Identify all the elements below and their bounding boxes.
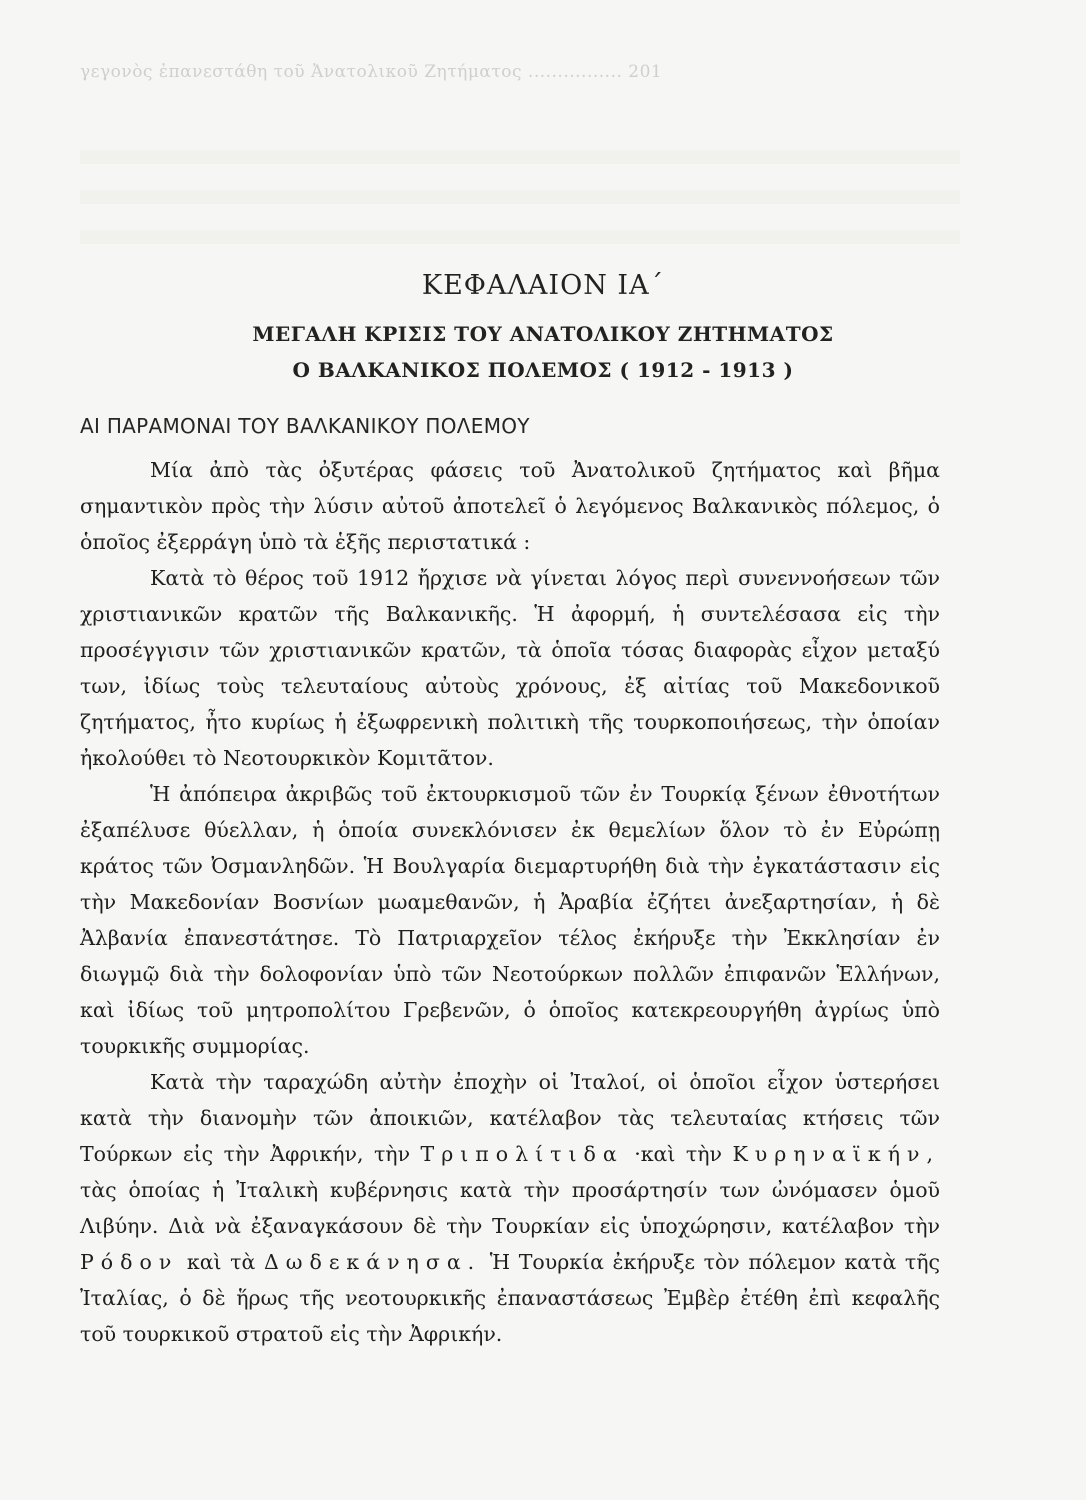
paragraph-1: Μία ἀπὸ τὰς ὀξυτέρας φάσεις τοῦ Ἀνατολικοῦ ζητήματος καὶ βῆμα σημαντικὸν πρὸς τὴν λύσιν αὐτοῦ ἀποτελεῖ ὁ λεγόμενος Βαλκανικὸς πόλεμος, ὁ ὁποῖος ἐξερράγη ὑπὸ τὰ ἑξῆς περιστατικά : — [80, 458, 940, 554]
paragraph-4-text-a: Κατὰ τὴν ταραχώδη αὐτὴν ἐποχὴν οἱ Ἰταλοί, οἱ ὁποῖοι εἶχον ὑστερήσει κατὰ τὴν διανομὴν τῶν ἀποικιῶν, κατέλαβον τὰς τελευταίας κτήσεις τῶν Τούρκων εἰς τὴν Ἀφρικήν, τὴν — [80, 1070, 940, 1166]
paragraph-4 — [80, 1064, 940, 1352]
paragraph-4-text-c: τὰς ὁποίας ἡ Ἰταλικὴ κυβέρνησις κατὰ τὴν προσάρτησίν των ὠνόμασεν ὁμοῦ Λιβύην. Διὰ νὰ ἐξαναγκάσουν δὲ τὴν Τουρκίαν εἰς ὑποχώρησιν, κατέλαβον τὴν — [80, 1178, 940, 1238]
section-title: ΑΙ ΠΑΡΑΜΟΝΑΙ ΤΟΥ ΒΑΛΚΑΝΙΚΟΥ ΠΟΛΕΜΟΥ — [80, 414, 530, 438]
paragraph-4-text-e: Ἡ Τουρκία ἐκήρυξε τὸν πόλεμον κατὰ τῆς Ἰταλίας, ὁ δὲ ἥρως τῆς νεοτουρκικῆς ἐπαναστάσεως Ἐμβὲρ ἐτέθη ἐπὶ κεφαλῆς τοῦ τουρκικοῦ στρατοῦ εἰς τὴν Ἀφρικήν. — [80, 1250, 940, 1346]
paragraph-4-text-d: καὶ τὰ — [186, 1250, 256, 1274]
paragraph-2: Κατὰ τὸ θέρος τοῦ 1912 ἤρχισε νὰ γίνεται λόγος περὶ συνεννοήσεων τῶν χριστιανικῶν κρατῶν τῆς Βαλκανικῆς. Ἡ ἀφορμή, ἡ συντελέσασα εἰς τὴν προσέγγισιν τῶν χριστιανικῶν κρατῶν, τὰ ὁποῖα τόσας διαφορὰς εἶχον μεταξύ των, ἰδίως τοὺς τελευταίους αὐτοὺς χρόνους, ἐξ αἰτίας τοῦ Μακεδονικοῦ ζητήματος, ἦτο κυρίως ἡ ἐξωφρενικὴ πολιτικὴ τῆς τουρκοποιήσεως, τὴν ὁποίαν ἠκολούθει τὸ Νεοτουρκικὸν Κομιτᾶτον. — [80, 566, 940, 770]
place-kyrinaiki: Κυρηναϊκήν, — [732, 1142, 940, 1166]
bleed-through-line — [80, 150, 960, 164]
place-tripolitis: Τριπολίτιδα — [420, 1142, 624, 1166]
paragraph-4-text-b: ·καὶ τὴν — [634, 1142, 722, 1166]
place-rodos: Ρόδον — [80, 1250, 179, 1274]
chapter-subtitle-1: ΜΕΓΑΛΗ ΚΡΙΣΙΣ ΤΟΥ ΑΝΑΤΟΛΙΚΟΥ ΖΗΤΗΜΑΤΟΣ — [252, 322, 834, 346]
bleed-through-header: γεγονὸς ἐπανεστάθη τοῦ Ἀνατολικοῦ Ζητήματος ................ 201 — [80, 62, 663, 82]
paragraph-3: Ἡ ἀπόπειρα ἀκριβῶς τοῦ ἐκτουρκισμοῦ τῶν ἐν Τουρκίᾳ ξένων ἐθνοτήτων ἐξαπέλυσε θύελλαν, ἡ ὁποία συνεκλόνισεν ἐκ θεμελίων ὅλον τὸ ἐν Εὐρώπῃ κράτος τῶν Ὀσμανληδῶν. Ἡ Βουλγαρία διεμαρτυρήθη διὰ τὴν ἐγκατάστασιν εἰς τὴν Μακεδονίαν Βοσνίων μωαμεθανῶν, ἡ Ἀραβία ἐζήτει ἀνεξαρτησίαν, ἡ δὲ Ἀλβανία ἐπανεστάτησε. Τὸ Πατριαρχεῖον τέλος ἐκήρυξε τὴν Ἐκκλησίαν ἐν διωγμῷ διὰ τὴν δολοφονίαν ὑπὸ τῶν Νεοτούρκων πολλῶν ἐπιφανῶν Ἑλλήνων, καὶ ἰδίως τοῦ μητροπολίτου Γρεβενῶν, ὁ ὁποῖος κατεκρεουργήθη ἀγρίως ὑπὸ τουρκικῆς συμμορίας. — [80, 782, 940, 1058]
body-text — [80, 452, 940, 1352]
place-dodekanisa: Δωδεκάνησα. — [263, 1250, 482, 1274]
bleed-through-line — [80, 230, 960, 244]
chapter-title: ΚΕΦΑΛΑΙΟΝ ΙΑ΄ — [421, 270, 665, 301]
bleed-through-line — [80, 190, 960, 204]
chapter-subtitle-2: Ο ΒΑΛΚΑΝΙΚΟΣ ΠΟΛΕΜΟΣ ( 1912 - 1913 ) — [292, 358, 794, 382]
